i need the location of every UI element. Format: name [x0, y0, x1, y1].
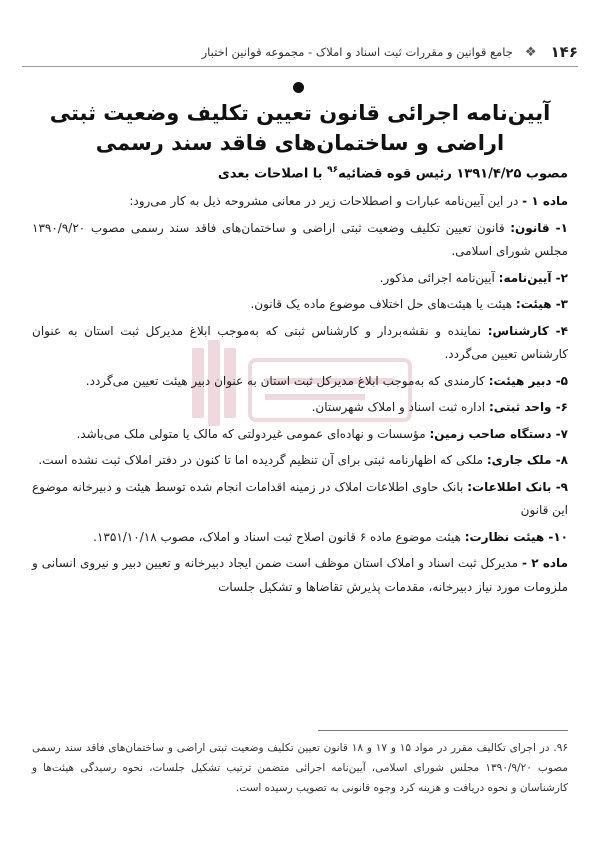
paragraph-label: ۸- ملک جاری:	[486, 453, 568, 467]
diamond-ornament-icon: ❖	[524, 44, 537, 60]
approval-suffix: با اصلاحات بعدی	[217, 166, 328, 182]
paragraph-text: ملکی که اظهارنامه ثبتی برای آن تنظیم گردیده اما تا کنون در دفتر املاک ثبت نشده است.	[38, 453, 487, 467]
approval-line	[30, 160, 568, 184]
paragraph	[32, 190, 568, 214]
paragraph-label: ۵- دبیر هیئت:	[488, 373, 568, 388]
page-number: ۱۴۶	[550, 43, 578, 61]
running-header	[22, 40, 578, 64]
footnote: ۹۶. در اجرای تکالیف مقرر در مواد ۱۵ و ۱۷ و ۱۸ قانون تعیین تکلیف وضعیت ثبتی اراضی و ساختمان‌های فاقد سند رسمی مصوب ۱۳۹۰/۹/۲۰ مجلس شورای اسلامی، آیین‌نامه اجرائی متضمن ترتیب تشکیل جلسات، نحوه رسیدگی هیئت‌ها و کارشناسان و نحوه دریافت و هزینه کرد وجوه قانونی به تصویب رسیده است.	[32, 742, 568, 794]
paragraph	[32, 476, 568, 523]
paragraph	[32, 423, 568, 447]
paragraph-text: هیئت موضوع ماده ۶ قانون اصلاح ثبت اسناد و املاک، مصوب ۱۳۵۱/۱۰/۱۸.	[93, 529, 465, 544]
paragraph-label: ۲- آیین‌نامه:	[498, 270, 568, 285]
paragraph-label: ۱- قانون:	[510, 220, 568, 235]
paragraph	[32, 552, 568, 599]
paragraph-label: ۷- دستگاه صاحب زمین:	[429, 426, 568, 441]
running-title: جامع قوانین و مقررات ثبت اسناد و املاک - مجموعه قوانین اختبار	[201, 45, 513, 59]
paragraph	[32, 320, 568, 367]
paragraph-text: مؤسسات و نهاده‌ای عمومی غیردولتی که مالک یا متولی ملک می‌باشد.	[76, 426, 430, 441]
paragraph-label: ۴- کارشناس:	[487, 323, 568, 338]
footnote-ref[interactable]: ۹۶	[327, 165, 339, 175]
section-bullet-icon	[293, 82, 304, 93]
paragraph-text: کارمندی که به‌موجب ابلاغ مدیرکل ثبت استان به عنوان دبیر هیئت تعیین می‌گردد.	[85, 373, 489, 388]
paragraph	[32, 217, 568, 264]
approval-text: مصوب ۱۳۹۱/۴/۲۵ رئیس قوه قضائیه	[338, 166, 568, 182]
paragraph	[32, 449, 568, 473]
paragraph-label: ۶- واحد ثبتی:	[488, 400, 568, 414]
paragraph-text: آیین‌نامه اجرائی مذکور.	[379, 270, 499, 285]
article-body	[32, 190, 568, 602]
paragraph-text: هیئت یا هیئت‌های حل اختلاف موضوع ماده یک قانون.	[250, 297, 516, 311]
paragraph-text: نماینده و نقشه‌بردار و کارشناس ثبتی که به‌موجب ابلاغ مدیرکل ثبت استان به عنوان کارشناس تعیین می‌گردد.	[32, 323, 568, 361]
paragraph-label: ماده ۲ -	[521, 556, 568, 570]
paragraph-text: مدیرکل ثبت اسناد و املاک استان موظف است ضمن ایجاد دبیرخانه و تعیین دبیر و نیروی انسانی و ملزومات مورد نیاز دبیرخانه، مقدمات پذیرش تقاضاها و تشکیل جلسات	[32, 556, 568, 594]
document-title: آیین‌نامه اجرائی قانون تعیین تکلیف وضعیت ثبتی اراضی و ساختمان‌های فاقد سند رسمی	[49, 101, 551, 155]
paragraph-label: ماده ۱ -	[522, 194, 568, 208]
paragraph	[32, 293, 568, 317]
paragraph-text: در این آیین‌نامه عبارات و اصطلاحات زیر در معانی مشروحه ذیل به کار می‌رود:	[129, 194, 523, 208]
paragraph-label: ۱۰- هیئت نظارت:	[464, 529, 568, 544]
footnote-divider	[318, 730, 568, 731]
paragraph-text: قانون تعیین تکلیف وضعیت ثبتی اراضی و ساختمان‌های فاقد سند رسمی مصوب ۱۳۹۰/۹/۲۰ مجلس شورای اسلامی.	[32, 220, 568, 258]
header-divider	[22, 66, 578, 67]
paragraph	[32, 396, 568, 420]
paragraph-label: ۳- هیئت:	[515, 297, 568, 311]
paragraph	[32, 370, 568, 394]
paragraph	[32, 526, 568, 550]
paragraph-label: ۹- بانک اطلاعات:	[467, 479, 568, 494]
paragraph-text: اداره ثبت اسناد و املاک شهرستان.	[311, 400, 489, 414]
paragraph-text: بانک حاوی اطلاعات املاک در زمینه اقدامات انجام شده توسط هیئت و دبیرخانه موضوع این قانون	[32, 479, 568, 517]
paragraph	[32, 267, 568, 291]
